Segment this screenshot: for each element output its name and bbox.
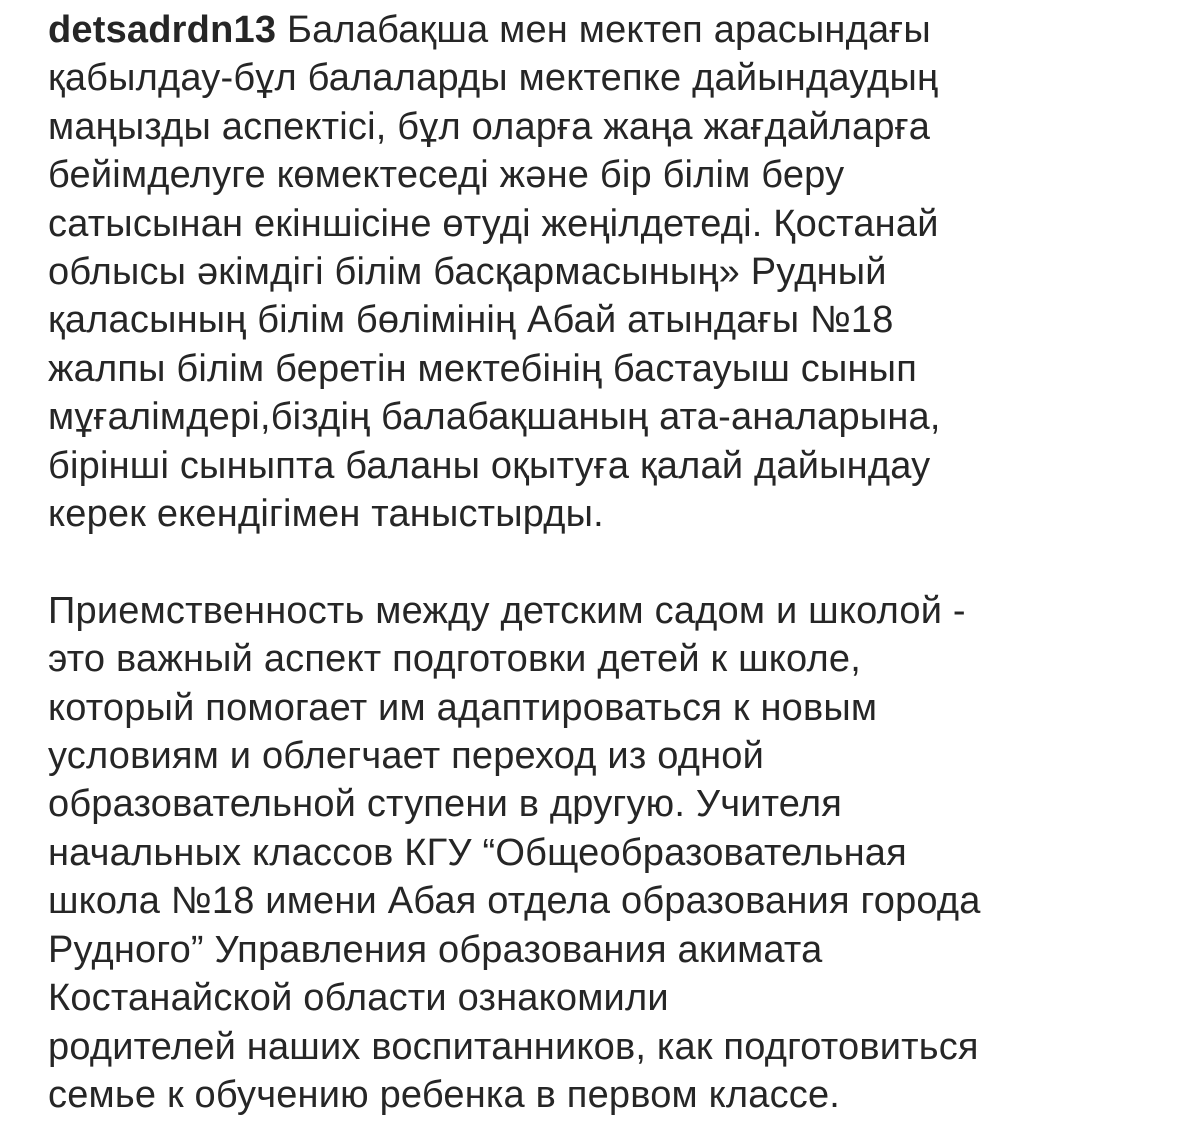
caption-ru-line: начальных классов КГУ “Общеобразовательная [48, 831, 907, 874]
caption-kk-line: маңызды аспектісі, бұл оларға жаңа жағдайларға [48, 105, 931, 148]
paragraph-gap [48, 538, 1158, 586]
caption-kk-line: бірінші сыныпта баланы оқытуға қалай дайындау [48, 444, 931, 487]
caption-ru-line: это важный аспект подготовки детей к школе, [48, 638, 861, 681]
caption-kk-line: керек екендігімен таныстырды. [48, 493, 604, 536]
caption-ru-line: образовательной ступени в другую. Учителя [48, 783, 843, 826]
caption-ru-line: семье к обучению ребенка в первом классе. [48, 1073, 841, 1116]
caption-kk-line: сатысынан екіншісіне өтуді жеңілдетеді. Қостанай [48, 202, 939, 245]
post-caption [48, 6, 1158, 1119]
caption-ru-line: условиям и облегчает переход из одной [48, 735, 765, 778]
caption-ru-line: который помогает им адаптироваться к новым [48, 686, 878, 729]
caption-line-1 [48, 6, 1158, 54]
caption-kk-line: облысы әкімдігі білім басқармасының» Рудный [48, 251, 887, 294]
caption-kk-line: жалпы білім беретін мектебінің бастауыш сынып [48, 347, 917, 390]
caption-ru-line: Костанайской области ознакомили [48, 977, 669, 1020]
caption-ru-line: Рудного” Управления образования акимата [48, 928, 823, 971]
username-link[interactable]: detsadrdn13 [48, 9, 277, 51]
caption-kk-line-text: Балабақша мен мектеп арасындағы [286, 9, 931, 51]
caption-kk-line: мұғалімдері,біздің балабақшаның ата-аналарына, [48, 396, 941, 439]
caption-kk-line: бейімделуге көмектеседі және бір білім беру [48, 154, 845, 197]
caption-ru-line: школа №18 имени Абая отдела образования города [48, 880, 981, 923]
caption-ru-line: родителей наших воспитанников, как подготовиться [48, 1025, 979, 1068]
caption-ru-line: Приемственность между детским садом и школой - [48, 589, 966, 632]
caption-kk-line: қаласының білім бөлімінің Абай атындағы №18 [48, 299, 894, 342]
caption-kk-line: қабылдау-бұл балаларды мектепке дайындаудың [48, 57, 939, 100]
